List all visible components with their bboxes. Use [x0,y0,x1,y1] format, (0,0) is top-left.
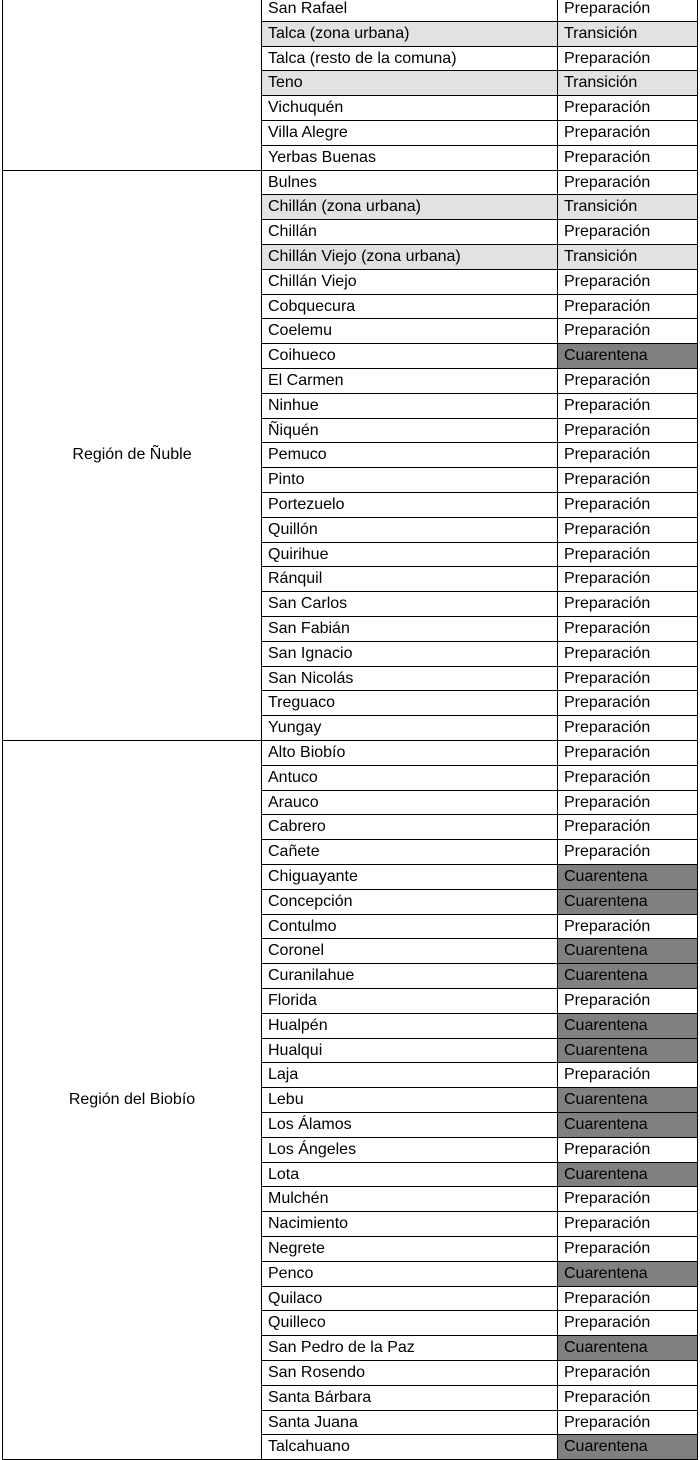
phase-cell: Preparación [558,394,698,418]
table-row [261,1212,698,1237]
table-row [261,468,698,493]
commune-cell: Vichuquén [261,96,558,120]
phase-cell: Preparación [558,1287,698,1311]
table-row [261,1311,698,1336]
phase-cell: Preparación [558,1361,698,1385]
table-row [261,1039,698,1064]
phase-cell: Preparación [558,989,698,1013]
table-row [261,295,698,320]
phase-cell: Preparación [558,1187,698,1211]
commune-cell: San Carlos [261,592,558,616]
commune-cell: Quirihue [261,543,558,567]
table-row [261,493,698,518]
table-row [261,518,698,543]
commune-cell: Negrete [261,1237,558,1261]
commune-cell: Treguaco [261,691,558,715]
table-row [261,1287,698,1312]
table-row [261,96,698,121]
table-row [261,567,698,592]
table-row [261,543,698,568]
table-row [261,443,698,468]
phase-cell: Preparación [558,369,698,393]
phase-cell: Preparación [558,791,698,815]
commune-cell: Talcahuano [261,1435,558,1459]
table-row [261,1113,698,1138]
phase-cell: Preparación [558,1237,698,1261]
table-row [261,989,698,1014]
table-row [261,592,698,617]
commune-cell: Cobquecura [261,295,558,319]
phase-cell: Preparación [558,468,698,492]
table-row [261,1386,698,1411]
table-row [261,964,698,989]
commune-cell: Quillón [261,518,558,542]
phase-cell: Preparación [558,220,698,244]
table-row [261,245,698,270]
commune-cell: Yungay [261,716,558,740]
commune-cell: Santa Juana [261,1411,558,1435]
phase-cell: Cuarentena [558,1088,698,1112]
phase-cell: Transición [558,195,698,219]
table-row [261,667,698,692]
commune-cell: Coelemu [261,319,558,343]
phase-cell: Preparación [558,1138,698,1162]
table-row [261,270,698,295]
table-row [261,394,698,419]
phase-cell: Preparación [558,0,698,21]
commune-cell: Chillán Viejo (zona urbana) [261,245,558,269]
phase-cell: Cuarentena [558,939,698,963]
table-row [261,71,698,96]
table-row [261,791,698,816]
phase-cell: Cuarentena [558,1014,698,1038]
table-row [261,865,698,890]
commune-cell: Ñiquén [261,419,558,443]
phase-cell: Cuarentena [558,964,698,988]
commune-cell: Hualpén [261,1014,558,1038]
table-row [261,766,698,791]
phase-cell: Preparación [558,443,698,467]
table-row [261,939,698,964]
table-row [261,0,698,22]
table-row [261,691,698,716]
phase-cell: Preparación [558,121,698,145]
commune-cell: Pinto [261,468,558,492]
phase-cell: Preparación [558,419,698,443]
table-row [261,47,698,72]
commune-cell: San Rosendo [261,1361,558,1385]
phase-cell: Preparación [558,915,698,939]
phase-cell: Preparación [558,741,698,765]
phase-cell: Preparación [558,766,698,790]
table-row [261,146,698,171]
commune-cell: Mulchén [261,1187,558,1211]
phase-cell: Cuarentena [558,344,698,368]
table-row [261,815,698,840]
commune-cell: Ránquil [261,567,558,591]
table-row [261,642,698,667]
phase-cell: Preparación [558,617,698,641]
commune-cell: San Rafael [261,0,558,21]
phase-cell: Preparación [558,493,698,517]
table-row [261,1411,698,1436]
commune-cell: Lebu [261,1088,558,1112]
phase-cell: Preparación [558,543,698,567]
table-row [261,1361,698,1386]
table-row [261,369,698,394]
phase-cell: Preparación [558,716,698,740]
table-row [261,1336,698,1361]
table-row [261,1014,698,1039]
commune-cell: Yerbas Buenas [261,146,558,170]
table-row [261,1435,698,1460]
region-section [0,0,700,171]
table-row [261,1262,698,1287]
commune-cell: Antuco [261,766,558,790]
phase-cell: Preparación [558,592,698,616]
commune-cell: Teno [261,71,558,95]
table-row [261,319,698,344]
commune-cell: San Nicolás [261,667,558,691]
commune-cell: Arauco [261,791,558,815]
table-row [261,890,698,915]
commune-cell: San Ignacio [261,642,558,666]
phase-cell: Cuarentena [558,1039,698,1063]
commune-cell: Alto Biobío [261,741,558,765]
table-row [261,1237,698,1262]
commune-cell: Contulmo [261,915,558,939]
region-name [2,0,261,171]
phase-cell: Preparación [558,691,698,715]
commune-cell: Coronel [261,939,558,963]
commune-cell: Laja [261,1063,558,1087]
commune-cell: Coihueco [261,344,558,368]
table-row [261,22,698,47]
commune-cell: San Fabián [261,617,558,641]
phase-cell: Preparación [558,642,698,666]
table-row [261,741,698,766]
commune-cell: San Pedro de la Paz [261,1336,558,1360]
phase-cell: Preparación [558,1063,698,1087]
commune-cell: Cañete [261,840,558,864]
phase-cell: Cuarentena [558,1163,698,1187]
commune-cell: Santa Bárbara [261,1386,558,1410]
commune-cell: Los Ángeles [261,1138,558,1162]
table-row [261,1163,698,1188]
table-row [261,1063,698,1088]
table-row [261,716,698,741]
phase-cell: Preparación [558,1311,698,1335]
commune-cell: Chiguayante [261,865,558,889]
phase-cell: Cuarentena [558,1435,698,1459]
phase-cell: Cuarentena [558,865,698,889]
commune-cell: Talca (zona urbana) [261,22,558,46]
phase-cell: Preparación [558,567,698,591]
commune-cell: El Carmen [261,369,558,393]
table-row [261,617,698,642]
table-row [261,195,698,220]
region-name: Región de Ñuble [2,171,261,741]
table-row [261,1187,698,1212]
region-name: Región del Biobío [2,741,261,1460]
table-row [261,344,698,369]
commune-cell: Ninhue [261,394,558,418]
commune-cell: Chillán Viejo [261,270,558,294]
phase-cell: Cuarentena [558,890,698,914]
commune-cell: Concepción [261,890,558,914]
phase-cell: Preparación [558,1411,698,1435]
phase-cell: Preparación [558,270,698,294]
table-row [261,1138,698,1163]
phase-cell: Preparación [558,667,698,691]
table-row [261,915,698,940]
phase-cell: Preparación [558,319,698,343]
commune-cell: Hualqui [261,1039,558,1063]
phase-cell: Preparación [558,840,698,864]
commune-cell: Florida [261,989,558,1013]
table-row [261,419,698,444]
region-section [0,741,700,1460]
phase-cell: Preparación [558,47,698,71]
phase-cell: Transición [558,245,698,269]
phase-cell: Preparación [558,518,698,542]
commune-cell: Chillán [261,220,558,244]
table-row [261,171,698,196]
phase-cell: Preparación [558,815,698,839]
commune-cell: Bulnes [261,171,558,195]
commune-cell: Cabrero [261,815,558,839]
table-row [261,840,698,865]
phase-cell: Preparación [558,96,698,120]
commune-cell: Curanilahue [261,964,558,988]
region-section [0,171,700,741]
phase-cell: Transición [558,22,698,46]
table-row [261,121,698,146]
commune-cell: Talca (resto de la comuna) [261,47,558,71]
phase-cell: Cuarentena [558,1113,698,1137]
commune-cell: Villa Alegre [261,121,558,145]
commune-cell: Penco [261,1262,558,1286]
phase-cell: Cuarentena [558,1262,698,1286]
phase-cell: Transición [558,71,698,95]
commune-cell: Quilleco [261,1311,558,1335]
phase-cell: Preparación [558,295,698,319]
phase-cell: Preparación [558,171,698,195]
commune-cell: Chillán (zona urbana) [261,195,558,219]
phase-cell: Preparación [558,146,698,170]
commune-cell: Lota [261,1163,558,1187]
commune-cell: Pemuco [261,443,558,467]
phase-cell: Preparación [558,1212,698,1236]
commune-cell: Nacimiento [261,1212,558,1236]
phase-cell: Preparación [558,1386,698,1410]
table-row [261,220,698,245]
commune-cell: Portezuelo [261,493,558,517]
commune-cell: Quilaco [261,1287,558,1311]
phase-cell: Cuarentena [558,1336,698,1360]
commune-cell: Los Álamos [261,1113,558,1137]
table-row [261,1088,698,1113]
